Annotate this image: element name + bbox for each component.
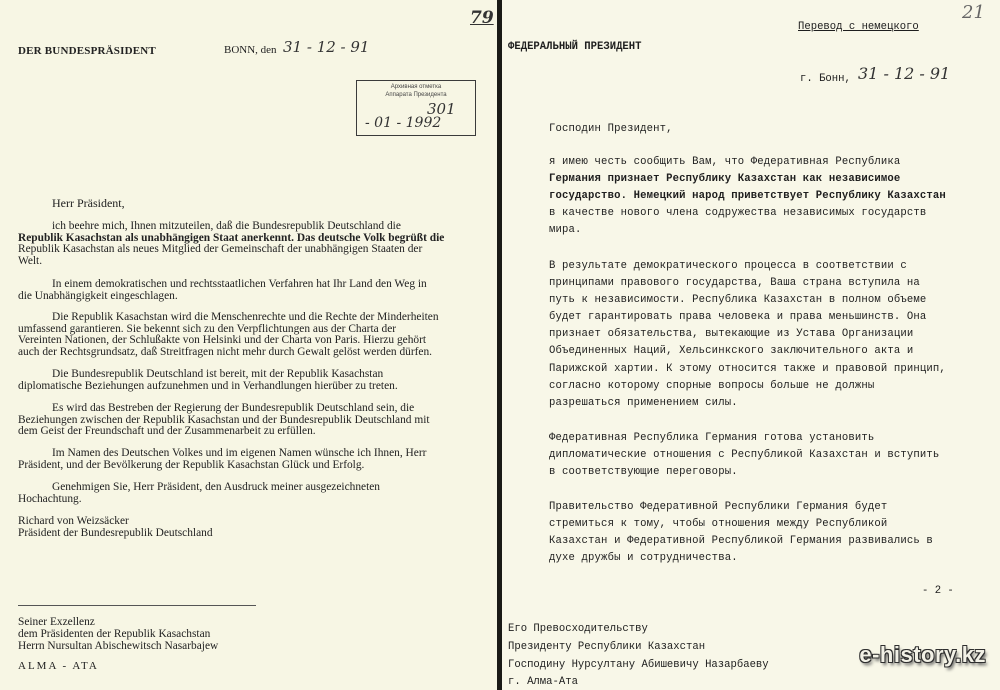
paragraph-line: признает обязательства, вытекающие из Устава Организации xyxy=(549,328,914,341)
stamp-line-1: Архивная отметка xyxy=(390,84,442,90)
paragraph-line: я имею честь сообщить Вам, что Федеративная Республика xyxy=(549,156,901,168)
addressee-city: ALMA - ATA xyxy=(18,660,99,672)
signature-title: Präsident der Bundesrepublik Deutschland xyxy=(18,527,213,539)
paragraph-line: Парижской хартии. К этому относится также и правовой принцип, xyxy=(549,362,946,375)
addressee-city: г. Алма-Ата xyxy=(508,676,578,688)
paragraph-line: umfassend garantieren. Sie bekennt sich zu den Verpflichtungen aus der Charta der xyxy=(18,322,397,335)
salutation: Господин Президент, xyxy=(549,123,673,135)
paragraph-6 xyxy=(18,448,488,471)
paragraph-line: мира. xyxy=(549,224,582,237)
paragraph-5 xyxy=(18,403,488,438)
paragraph-line: разрешаться применением силы. xyxy=(549,396,738,409)
paragraph-line: dem Geist der Freundschaft und der Zusammenarbeit zu erfüllen. xyxy=(18,425,316,438)
paragraph-7 xyxy=(18,482,488,505)
paragraph-line: В результате демократического процесса в соответствии с xyxy=(549,260,907,272)
handwritten-date: 31 - 12 - 91 xyxy=(858,64,951,83)
paragraph-line: Es wird das Bestreben der Regierung der Bundesrepublik Deutschland sein, die xyxy=(52,402,415,414)
paragraph-line: стремиться к тому, чтобы отношения между Республикой xyxy=(549,518,888,531)
paragraph-line: Im Namen des Deutschen Volkes und im eigenen Namen wünsche ich Ihnen, Herr xyxy=(52,447,427,459)
paragraph-3 xyxy=(549,430,939,481)
paragraph-line: auch der Rechtsgrundsatz, daß Streitfragen nicht mehr durch Gewalt gelöst werden dürfen. xyxy=(18,345,433,358)
russian-translation-page xyxy=(502,0,1000,690)
paragraph-3 xyxy=(18,312,488,358)
paragraph-line: Казахстан и Федеративной Республикой Германия развивались в xyxy=(549,535,933,548)
paragraph-line: Genehmigen Sie, Herr Präsident, den Ausdruck meiner ausgezeichneten xyxy=(52,481,381,493)
translation-note: Перевод с немецкого xyxy=(798,21,919,33)
handwritten-date: 31 - 12 - 91 xyxy=(283,38,370,56)
paragraph-line: Republik Kasachstan als unabhängigen Staat anerkennt. Das deutsche Volk begrüßt die xyxy=(18,231,445,244)
stamp-date: - 01 - 1992 xyxy=(365,115,442,131)
paragraph-line: Präsident, und der Bevölkerung der Republik Kasachstan Glück und Erfolg. xyxy=(18,458,365,471)
letterhead-title: DER BUNDESPRÄSIDENT xyxy=(18,45,156,57)
paragraph-line: согласно которому спорные вопросы больше не должны xyxy=(549,379,875,392)
paragraph-line: Объединенных Наций, Хельсинкского заключительного акта и xyxy=(549,345,914,358)
archive-stamp xyxy=(356,80,476,136)
paragraph-line: Welt. xyxy=(18,254,43,267)
archive-page-number: 21 xyxy=(962,2,985,23)
paragraph-line: Правительство Федеративной Республики Германия будет xyxy=(549,501,888,513)
addressee-line-3: Господину Нурсултану Абишевичу Назарбаеву xyxy=(508,659,769,671)
german-letter-page xyxy=(0,0,497,690)
paragraph-line: diplomatische Beziehungen aufzunehmen und in Verhandlungen hierüber zu treten. xyxy=(18,379,398,392)
paragraph-line: die Unabhängigkeit eingeschlagen. xyxy=(18,289,178,302)
paragraph-line: Hochachtung. xyxy=(18,492,82,505)
paragraph-2 xyxy=(18,279,488,302)
paragraph-line: принципами правового государства, Ваша страна вступила на xyxy=(549,277,920,290)
paragraph-4 xyxy=(549,499,933,567)
paragraph-line: In einem demokratischen und rechtsstaatlichen Verfahren hat Ihr Land den Weg in xyxy=(52,278,427,290)
paragraph-line: в соответствующие переговоры. xyxy=(549,466,738,479)
paragraph-1 xyxy=(18,221,488,267)
paragraph-line: Beziehungen zwischen der Republik Kasachstan und der Bundesrepublik Deutschland mit xyxy=(18,413,430,426)
paragraph-4 xyxy=(18,369,488,392)
archive-page-number: 79 xyxy=(470,8,494,28)
paragraph-line: Die Bundesrepublik Deutschland ist bereit, mit der Republik Kasachstan xyxy=(52,368,384,380)
paragraph-2 xyxy=(549,258,946,412)
paragraph-line: Vereinten Nationen, der Schlußakte von Helsinki und der Charta von Paris. Hierzu gehört xyxy=(18,334,427,347)
letterhead-title: ФЕДЕРАЛЬНЫЙ ПРЕЗИДЕНТ xyxy=(508,41,642,53)
paragraph-1 xyxy=(549,154,946,239)
paragraph-line: Die Republik Kasachstan wird die Menschenrechte und die Rechte der Minderheiten xyxy=(52,311,439,323)
addressee-line-1: Seiner Exzellenz xyxy=(18,616,95,628)
addressee-line-3: Herrn Nursultan Abischewitsch Nasarbajew xyxy=(18,640,219,652)
paragraph-line: Republik Kasachstan als neues Mitglied der Gemeinschaft der unabhängigen Staaten der xyxy=(18,243,423,256)
paragraph-line: в качестве нового члена содружества независимых государств xyxy=(549,207,927,220)
salutation: Herr Präsident, xyxy=(52,196,125,210)
address-divider xyxy=(18,605,256,606)
site-watermark: e-history.kz xyxy=(859,642,986,667)
stamp-reg-number: 301 xyxy=(427,100,456,118)
paragraph-line: ich beehre mich, Ihnen mitzuteilen, daß die Bundesrepublik Deutschland die xyxy=(52,220,401,232)
paragraph-line: путь к независимости. Республика Казахстан в полном объеме xyxy=(549,294,927,307)
letter-place: BONN, den xyxy=(224,44,277,56)
paragraph-line: государство. Немецкий народ приветствует Республику Казахстан xyxy=(549,190,946,203)
addressee-line-2: dem Präsidenten der Republik Kasachstan xyxy=(18,628,211,640)
letter-place: г. Бонн, xyxy=(800,73,851,85)
stamp-line-2: Аппарата Президента xyxy=(385,92,447,98)
addressee-line-2: Президенту Республики Казахстан xyxy=(508,641,706,653)
signature-name: Richard von Weizsäcker xyxy=(18,515,129,527)
paragraph-line: дипломатические отношения с Республикой Казахстан и вступить xyxy=(549,449,940,462)
paragraph-line: Федеративная Республика Германия готова установить xyxy=(549,432,875,444)
paragraph-line: духе дружбы и сотрудничества. xyxy=(549,552,738,565)
addressee-line-1: Его Превосходительству xyxy=(508,623,648,635)
paragraph-line: Германия признает Республику Казахстан как независимое xyxy=(549,173,901,186)
page-continuation: - 2 - xyxy=(922,585,954,597)
paragraph-line: будет гарантировать права человека и права меньшинств. Она xyxy=(549,311,927,324)
